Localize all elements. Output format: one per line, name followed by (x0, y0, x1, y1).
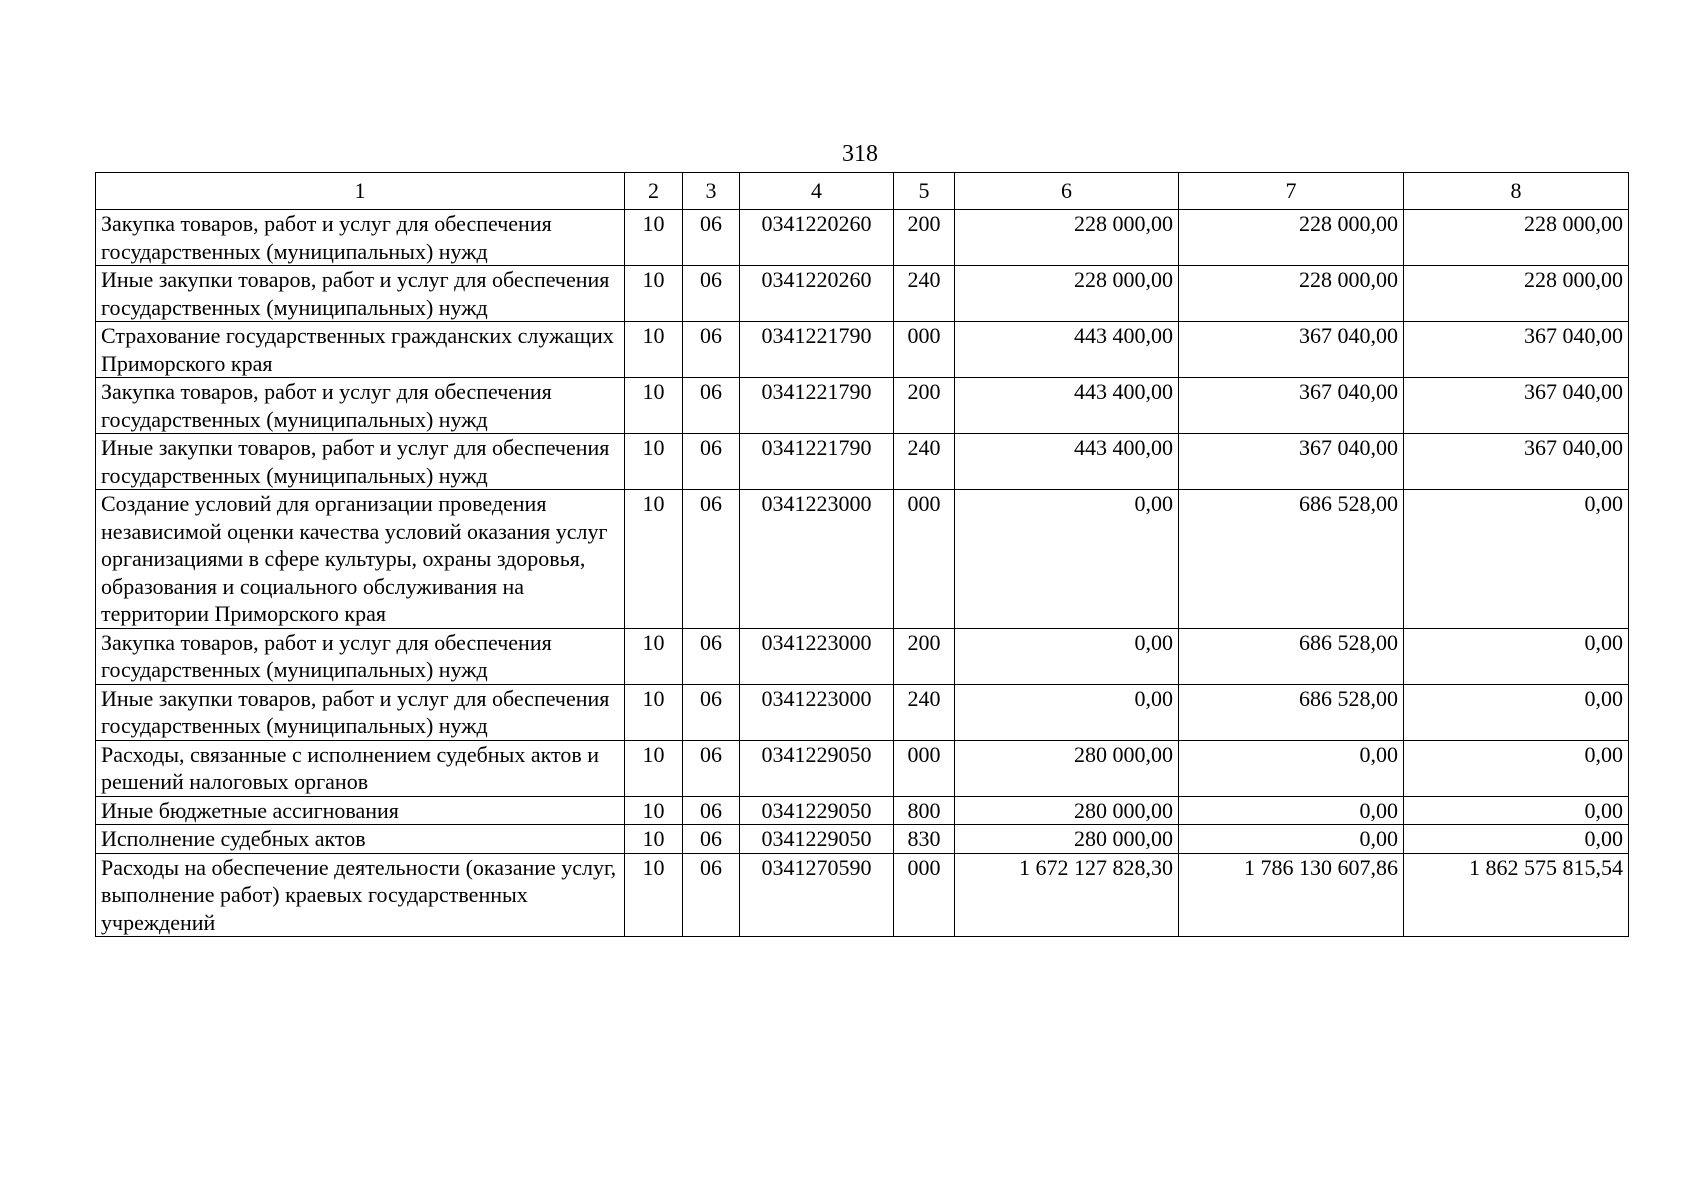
row-section: 10 (625, 210, 683, 266)
row-name: Расходы, связанные с исполнением судебных актов и решений налоговых органов (96, 740, 625, 796)
table-row (96, 378, 1629, 434)
row-target-code: 0341220260 (740, 266, 894, 322)
row-amount-col8: 0,00 (1404, 490, 1629, 629)
row-expense-type: 240 (894, 684, 955, 740)
row-target-code: 0341229050 (740, 740, 894, 796)
row-section: 10 (625, 684, 683, 740)
row-amount-col6: 280 000,00 (955, 740, 1179, 796)
row-subsection: 06 (683, 684, 740, 740)
row-target-code: 0341221790 (740, 434, 894, 490)
row-target-code: 0341221790 (740, 378, 894, 434)
row-section: 10 (625, 853, 683, 937)
row-amount-col6: 280 000,00 (955, 825, 1179, 854)
row-name: Закупка товаров, работ и услуг для обеспечения государственных (муниципальных) нужд (96, 210, 625, 266)
row-amount-col8: 228 000,00 (1404, 210, 1629, 266)
column-header: 6 (955, 173, 1179, 210)
row-expense-type: 000 (894, 322, 955, 378)
column-header: 7 (1179, 173, 1404, 210)
budget-table (95, 172, 1629, 937)
row-target-code: 0341220260 (740, 210, 894, 266)
header-row (96, 173, 1629, 210)
row-amount-col6: 228 000,00 (955, 266, 1179, 322)
row-section: 10 (625, 434, 683, 490)
row-subsection: 06 (683, 825, 740, 854)
row-amount-col7: 0,00 (1179, 796, 1404, 825)
table-row (96, 434, 1629, 490)
row-amount-col7: 686 528,00 (1179, 628, 1404, 684)
row-expense-type: 000 (894, 490, 955, 629)
row-amount-col7: 367 040,00 (1179, 378, 1404, 434)
row-amount-col8: 367 040,00 (1404, 378, 1629, 434)
column-header: 3 (683, 173, 740, 210)
row-expense-type: 830 (894, 825, 955, 854)
table-row (96, 825, 1629, 854)
row-subsection: 06 (683, 266, 740, 322)
row-amount-col8: 0,00 (1404, 740, 1629, 796)
table-row (96, 490, 1629, 629)
column-header: 5 (894, 173, 955, 210)
row-target-code: 0341229050 (740, 796, 894, 825)
row-amount-col7: 0,00 (1179, 825, 1404, 854)
row-amount-col8: 367 040,00 (1404, 434, 1629, 490)
row-section: 10 (625, 378, 683, 434)
row-subsection: 06 (683, 210, 740, 266)
row-expense-type: 200 (894, 628, 955, 684)
row-amount-col8: 0,00 (1404, 628, 1629, 684)
table-row (96, 322, 1629, 378)
row-amount-col7: 0,00 (1179, 740, 1404, 796)
row-amount-col7: 686 528,00 (1179, 490, 1404, 629)
row-subsection: 06 (683, 853, 740, 937)
row-expense-type: 240 (894, 434, 955, 490)
table-row (96, 266, 1629, 322)
row-amount-col6: 443 400,00 (955, 434, 1179, 490)
row-target-code: 0341223000 (740, 490, 894, 629)
row-expense-type: 000 (894, 853, 955, 937)
row-target-code: 0341223000 (740, 628, 894, 684)
row-subsection: 06 (683, 322, 740, 378)
row-name: Расходы на обеспечение деятельности (оказание услуг, выполнение работ) краевых государственных учреждений (96, 853, 625, 937)
row-section: 10 (625, 740, 683, 796)
row-name: Иные закупки товаров, работ и услуг для обеспечения государственных (муниципальных) нужд (96, 266, 625, 322)
row-name: Исполнение судебных актов (96, 825, 625, 854)
row-name: Иные закупки товаров, работ и услуг для обеспечения государственных (муниципальных) нужд (96, 684, 625, 740)
row-name: Иные закупки товаров, работ и услуг для обеспечения государственных (муниципальных) нужд (96, 434, 625, 490)
row-amount-col8: 1 862 575 815,54 (1404, 853, 1629, 937)
row-amount-col8: 0,00 (1404, 684, 1629, 740)
table-row (96, 210, 1629, 266)
row-subsection: 06 (683, 378, 740, 434)
row-amount-col6: 0,00 (955, 684, 1179, 740)
row-expense-type: 000 (894, 740, 955, 796)
row-amount-col6: 0,00 (955, 490, 1179, 629)
row-name: Закупка товаров, работ и услуг для обеспечения государственных (муниципальных) нужд (96, 628, 625, 684)
row-amount-col8: 0,00 (1404, 796, 1629, 825)
table-row (96, 853, 1629, 937)
row-section: 10 (625, 796, 683, 825)
column-header: 4 (740, 173, 894, 210)
row-expense-type: 240 (894, 266, 955, 322)
table-row (96, 628, 1629, 684)
row-amount-col7: 1 786 130 607,86 (1179, 853, 1404, 937)
column-header: 8 (1404, 173, 1629, 210)
page-number: 318 (842, 141, 878, 167)
row-name: Иные бюджетные ассигнования (96, 796, 625, 825)
row-amount-col6: 280 000,00 (955, 796, 1179, 825)
row-amount-col6: 1 672 127 828,30 (955, 853, 1179, 937)
row-expense-type: 200 (894, 210, 955, 266)
row-subsection: 06 (683, 434, 740, 490)
row-section: 10 (625, 490, 683, 629)
row-amount-col7: 367 040,00 (1179, 322, 1404, 378)
table-row (96, 684, 1629, 740)
row-amount-col6: 228 000,00 (955, 210, 1179, 266)
row-amount-col8: 367 040,00 (1404, 322, 1629, 378)
row-expense-type: 200 (894, 378, 955, 434)
row-section: 10 (625, 825, 683, 854)
row-amount-col8: 0,00 (1404, 825, 1629, 854)
row-target-code: 0341221790 (740, 322, 894, 378)
row-amount-col6: 443 400,00 (955, 378, 1179, 434)
row-name: Страхование государственных гражданских служащих Приморского края (96, 322, 625, 378)
row-expense-type: 800 (894, 796, 955, 825)
row-amount-col7: 686 528,00 (1179, 684, 1404, 740)
row-amount-col7: 228 000,00 (1179, 266, 1404, 322)
row-target-code: 0341270590 (740, 853, 894, 937)
row-name: Закупка товаров, работ и услуг для обеспечения государственных (муниципальных) нужд (96, 378, 625, 434)
row-amount-col6: 0,00 (955, 628, 1179, 684)
row-amount-col6: 443 400,00 (955, 322, 1179, 378)
row-section: 10 (625, 266, 683, 322)
row-target-code: 0341229050 (740, 825, 894, 854)
row-subsection: 06 (683, 490, 740, 629)
row-section: 10 (625, 628, 683, 684)
row-amount-col8: 228 000,00 (1404, 266, 1629, 322)
column-header: 1 (96, 173, 625, 210)
row-amount-col7: 367 040,00 (1179, 434, 1404, 490)
row-target-code: 0341223000 (740, 684, 894, 740)
table-row (96, 796, 1629, 825)
row-subsection: 06 (683, 796, 740, 825)
row-amount-col7: 228 000,00 (1179, 210, 1404, 266)
table-row (96, 740, 1629, 796)
row-name: Создание условий для организации проведения независимой оценки качества условий оказания услуг организациями в сфере культуры, охраны здоровья, образования и социального обслуживания на территории Приморского края (96, 490, 625, 629)
row-section: 10 (625, 322, 683, 378)
column-header: 2 (625, 173, 683, 210)
row-subsection: 06 (683, 628, 740, 684)
row-subsection: 06 (683, 740, 740, 796)
